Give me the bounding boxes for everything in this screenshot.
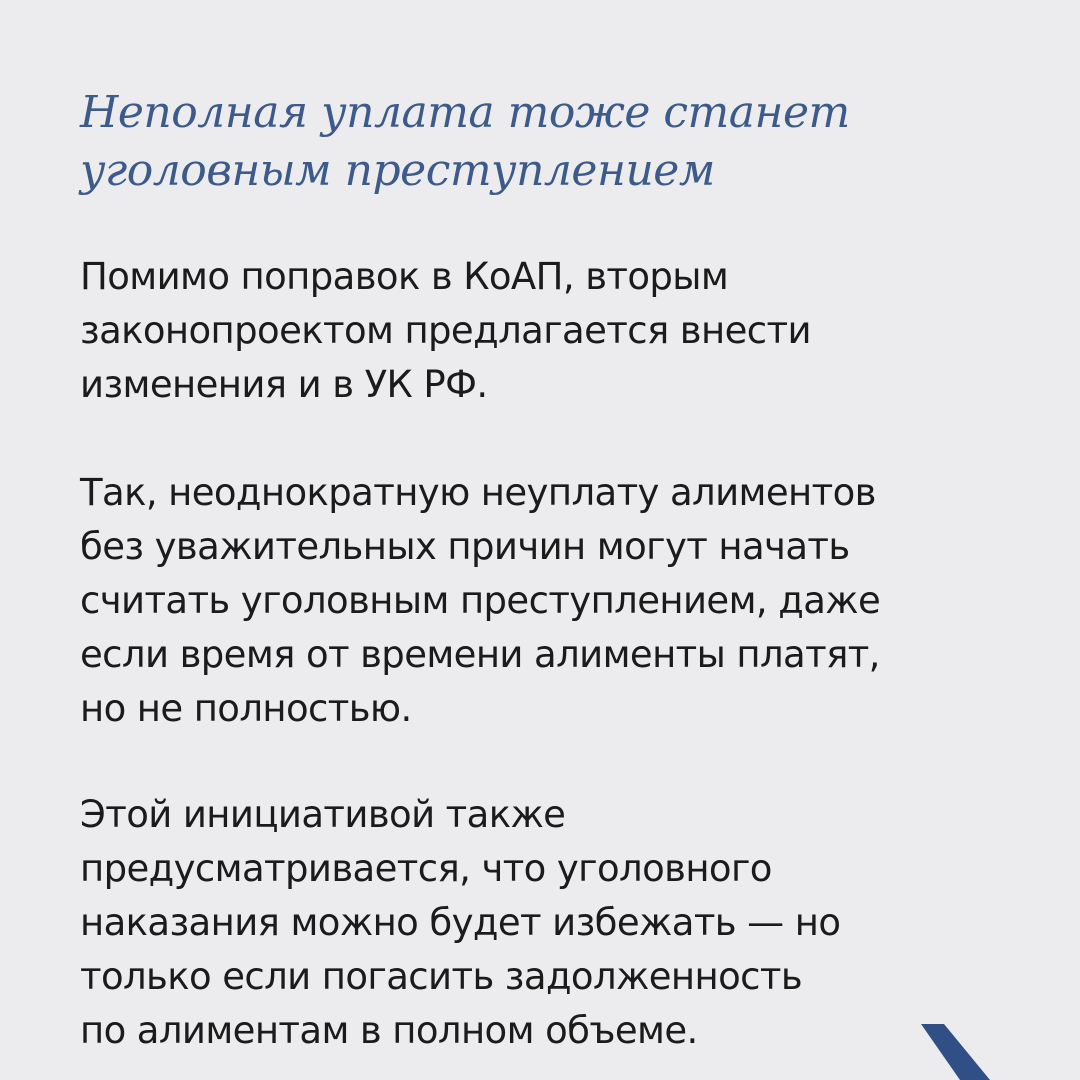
paragraph-line: законопроектом предлагается внести — [80, 309, 811, 352]
paragraph-line: Помимо поправок в КоАП, вторым — [80, 255, 729, 298]
paragraph-line: без уважительных причин могут начать — [80, 525, 850, 568]
paragraph-avoid-punishment — [80, 788, 1040, 1058]
heading-line: уголовным преступлением — [80, 145, 715, 196]
paragraph-line: предусматривается, что уголовного — [80, 847, 772, 890]
paragraph-intro — [80, 250, 1040, 412]
paragraph-line: если время от времени алименты платят, — [80, 633, 880, 676]
paragraph-line: только если погасить задолженность — [80, 955, 803, 998]
paragraph-line: Этой инициативой также — [80, 793, 566, 836]
paragraph-line: но не полностью. — [80, 687, 412, 730]
paragraph-line: по алиментам в полном объеме. — [80, 1009, 698, 1052]
paragraph-criminal-liability — [80, 466, 1040, 736]
paragraph-line: считать уголовным преступлением, даже — [80, 579, 881, 622]
paragraph-line: Так, неоднократную неуплату алиментов — [80, 471, 876, 514]
paragraph-line: наказания можно будет избежать — но — [80, 901, 841, 944]
paragraph-line: изменения и в УК РФ. — [80, 363, 488, 406]
article-heading — [80, 84, 1020, 200]
heading-line: Неполная уплата тоже станет — [80, 87, 850, 138]
